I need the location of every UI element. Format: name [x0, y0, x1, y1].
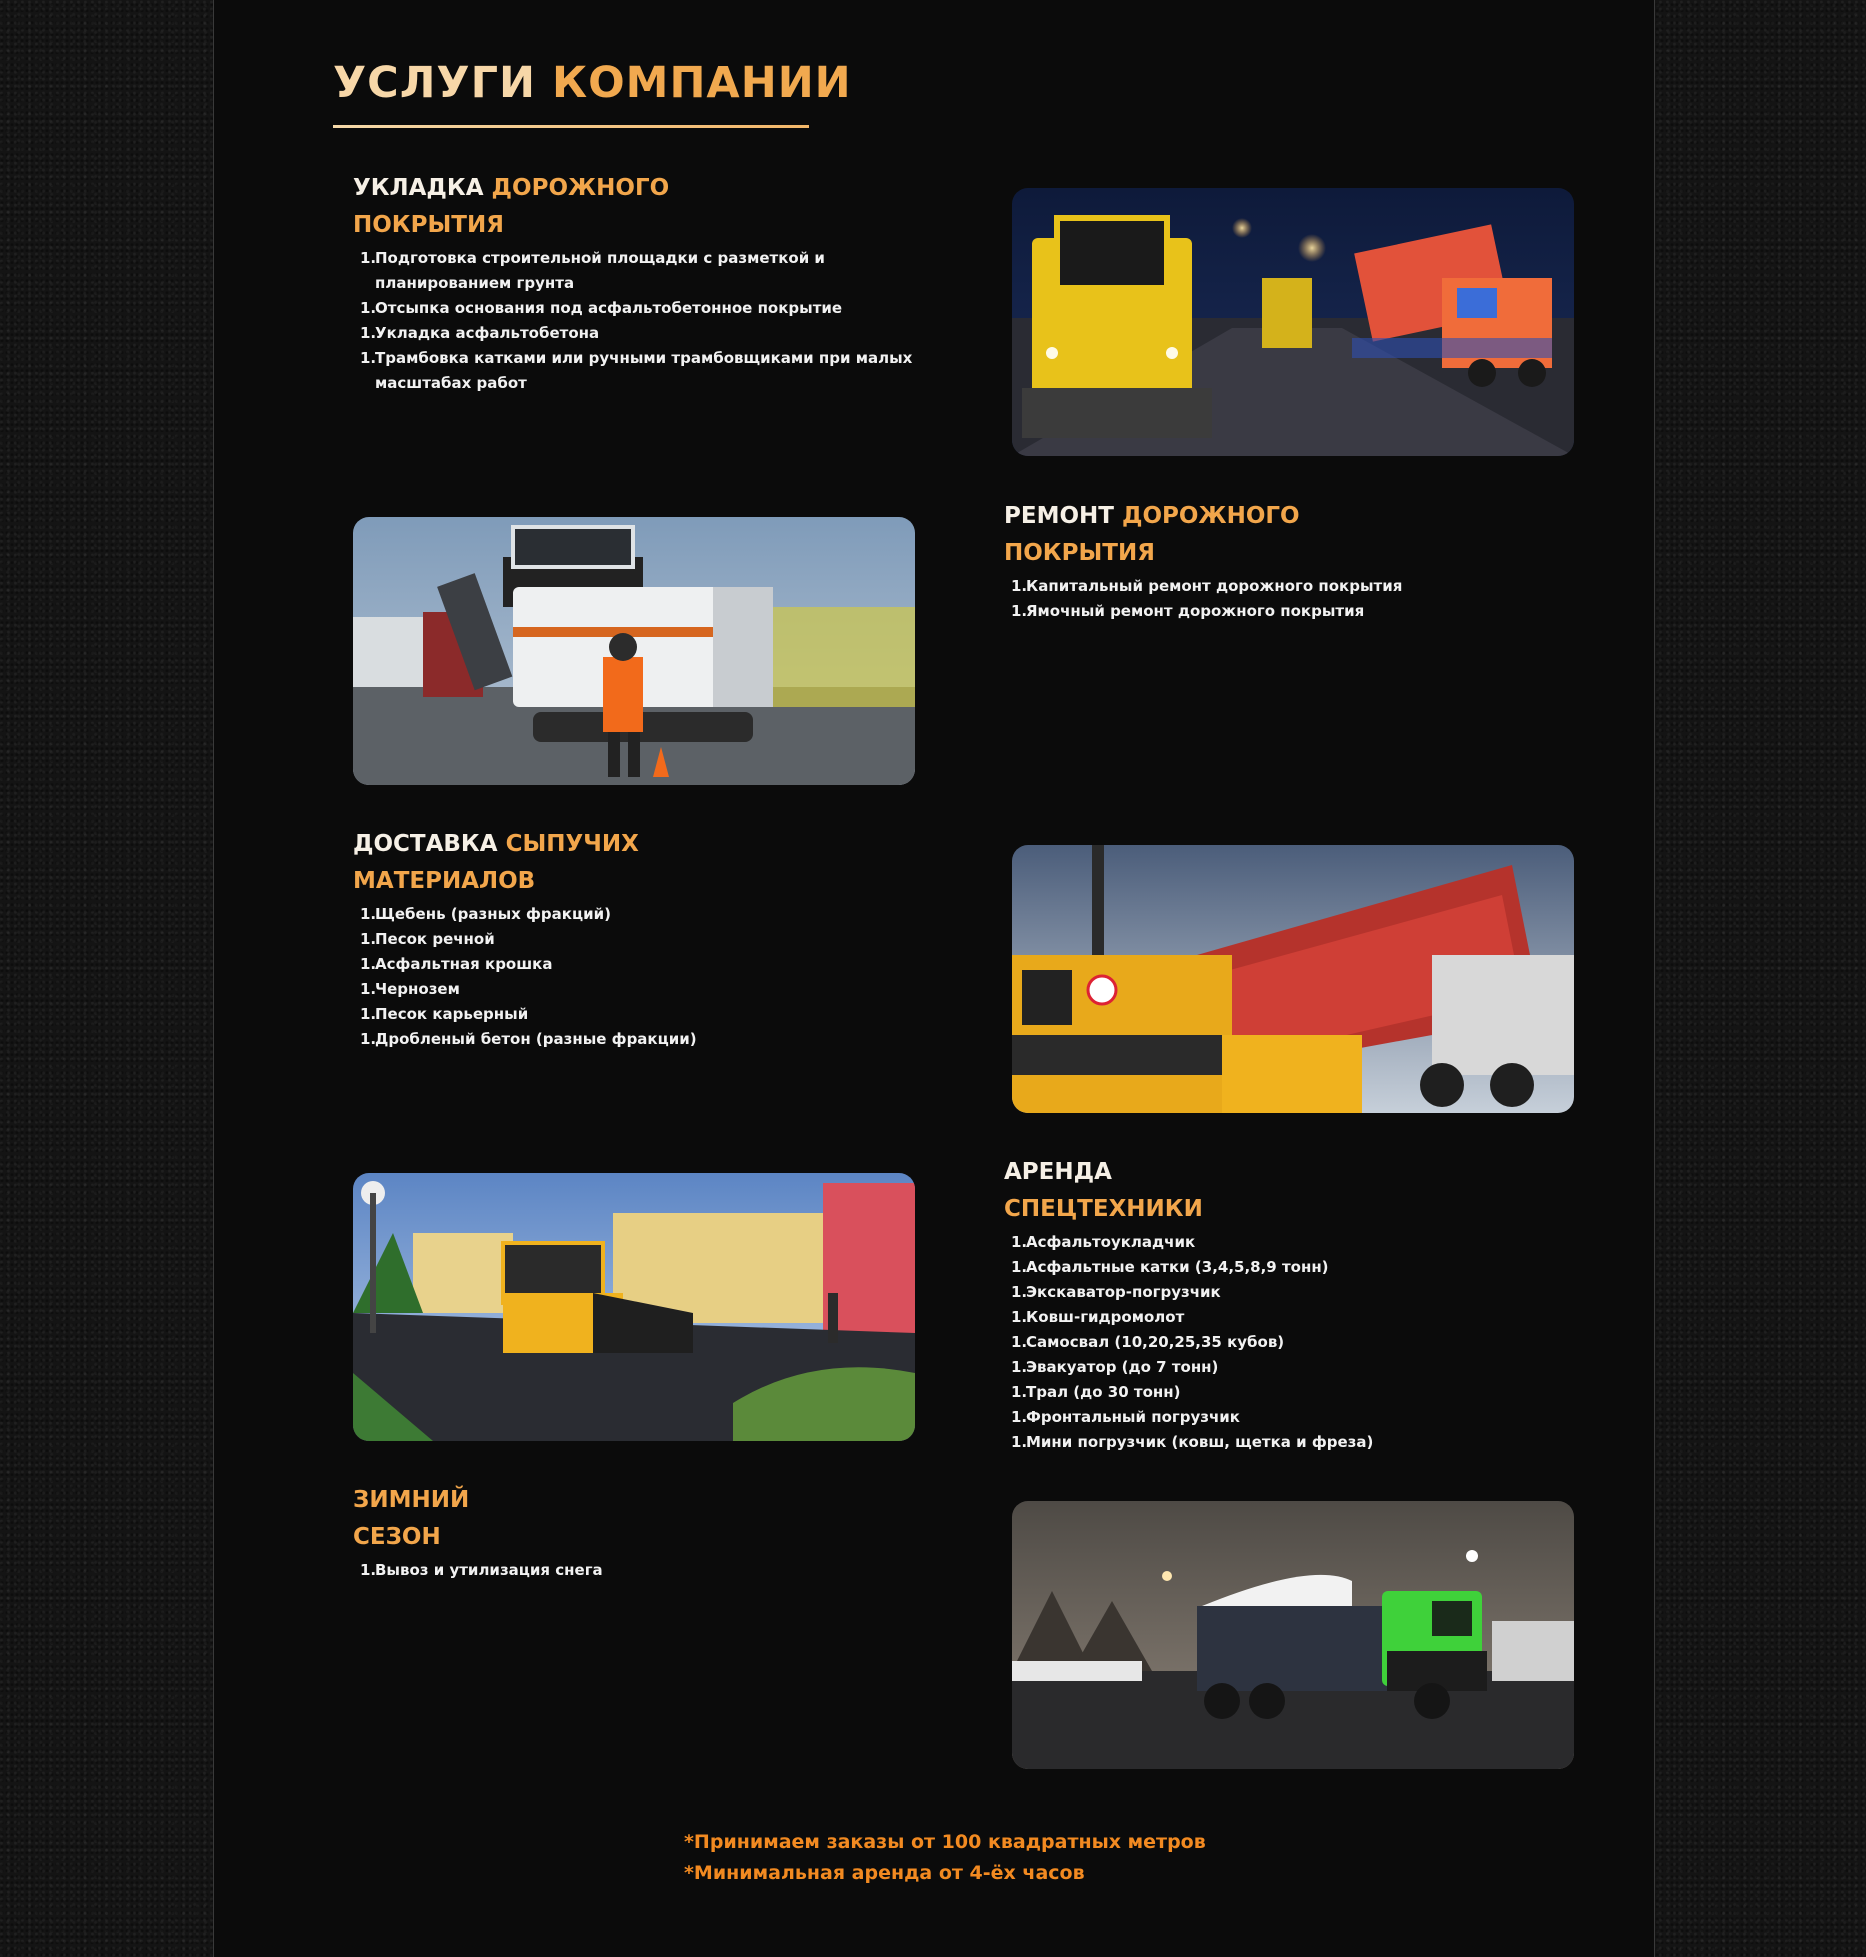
list-item: 1.Ковш-гидромолот: [1011, 1308, 1185, 1326]
service-winter-season: [353, 1482, 913, 1583]
list-item: 1.Эвакуатор (до 7 тонн): [1011, 1358, 1219, 1376]
service-title: ЗИМНИЙ СЕЗОН: [353, 1487, 470, 1550]
list-item: 1.Асфальтная крошка: [360, 955, 553, 973]
photo-asphalt-paver-courtyard: [353, 1173, 915, 1441]
list-item: 1.Песок карьерный: [360, 1005, 529, 1023]
service-list: [353, 902, 913, 1052]
list-item: 1.Асфальтоукладчик: [1011, 1233, 1196, 1251]
service-list: [353, 246, 913, 396]
list-item: 1.Щебень (разных фракций): [360, 905, 611, 923]
service-title: РЕМОНТ ДОРОЖНОГО ПОКРЫТИЯ: [1004, 503, 1300, 566]
photo-road-milling-machine: [353, 517, 915, 785]
list-item: 1.Ямочный ремонт дорожного покрытия: [1011, 602, 1365, 620]
list-item: 1.Песок речной: [360, 930, 495, 948]
list-item: 1.Капитальный ремонт дорожного покрытия: [1011, 577, 1403, 595]
service-list: [1004, 574, 1564, 624]
note-minimum-rental: *Минимальная аренда от 4-ёх часов: [684, 1862, 1085, 1884]
list-item: 1.Мини погрузчик (ковш, щетка и фреза): [1011, 1433, 1374, 1451]
service-road-repair: [1004, 498, 1564, 624]
list-item: 1.Подготовка строительной площадки с разметкой и планированием грунта: [360, 249, 825, 292]
service-bulk-delivery: [353, 826, 913, 1052]
photo-night-asphalt-rollers: [1012, 188, 1574, 456]
service-title: УКЛАДКА ДОРОЖНОГО ПОКРЫТИЯ: [353, 175, 670, 238]
list-item: 1.Чернозем: [360, 980, 460, 998]
service-road-laying: [353, 170, 913, 396]
list-item: 1.Трал (до 30 тонн): [1011, 1383, 1181, 1401]
list-item: 1.Вывоз и утилизация снега: [360, 1561, 603, 1579]
list-item: 1.Асфальтные катки (3,4,5,8,9 тонн): [1011, 1258, 1329, 1276]
list-item: 1.Трамбовка катками или ручными трамбовщиками при малых масштабах работ: [360, 349, 913, 392]
service-title: АРЕНДА СПЕЦТЕХНИКИ: [1004, 1159, 1203, 1222]
list-item: 1.Экскаватор-погрузчик: [1011, 1283, 1221, 1301]
service-list: [1004, 1230, 1564, 1455]
list-item: 1.Фронтальный погрузчик: [1011, 1408, 1240, 1426]
service-equipment-rental: [1004, 1154, 1564, 1455]
list-item: 1.Отсыпка основания под асфальтобетонное покрытие: [360, 299, 843, 317]
photo-snow-dump-truck-night: [1012, 1501, 1574, 1769]
list-item: 1.Укладка асфальтобетона: [360, 324, 600, 342]
service-list: [353, 1558, 913, 1583]
title-underline: [333, 125, 809, 128]
list-item: 1.Самосвал (10,20,25,35 кубов): [1011, 1333, 1285, 1351]
list-item: 1.Дробленый бетон (разные фракции): [360, 1030, 697, 1048]
note-minimum-area: *Принимаем заказы от 100 квадратных метров: [684, 1831, 1206, 1853]
page-title: УСЛУГИ КОМПАНИИ: [333, 58, 852, 108]
photo-dump-truck-unloading: [1012, 845, 1574, 1113]
service-title: ДОСТАВКА СЫПУЧИХ МАТЕРИАЛОВ: [353, 831, 639, 894]
